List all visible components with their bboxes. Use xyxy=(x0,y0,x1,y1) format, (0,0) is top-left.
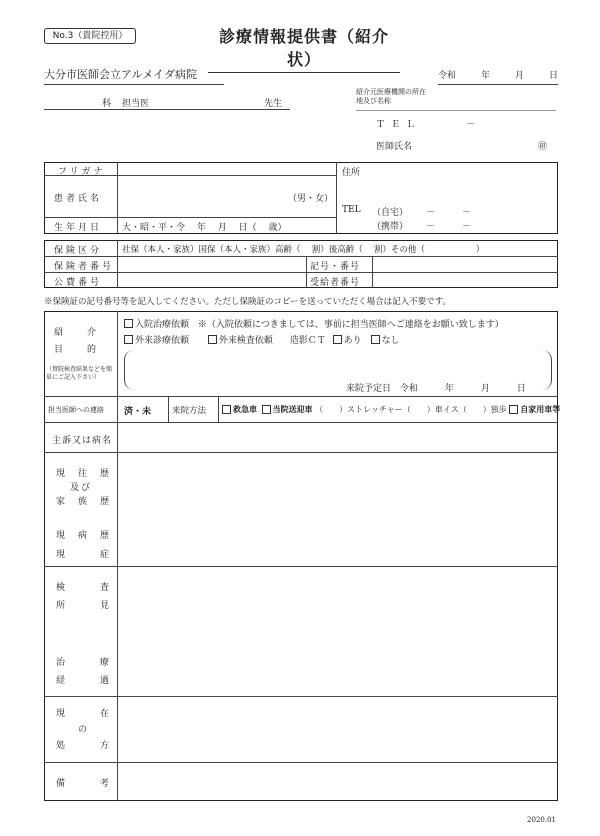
history-field[interactable] xyxy=(120,454,556,565)
shuttle-checkbox[interactable] xyxy=(262,405,271,414)
private-car-checkbox[interactable] xyxy=(509,405,518,414)
prescription-label-3: 処 方 xyxy=(56,741,112,751)
exam-label-1: 検 査 xyxy=(56,583,112,593)
source-institution-label: 紹介元医療機関の所在地及び名称 xyxy=(356,88,426,105)
version-label: 2020.01 xyxy=(527,816,556,824)
visit-date-field[interactable]: 来院予定日 令和 年 月 日 xyxy=(346,384,526,394)
purpose-label-1: 紹 介 xyxy=(54,328,99,338)
insurer-number-label: 保険者番号 xyxy=(54,262,115,272)
insurance-type-field[interactable]: 社保（本人・家族）国保（本人・家族）高齢（ 割）後高齢（ 割）その他（ ） xyxy=(122,245,485,255)
insurance-type-label: 保険区分 xyxy=(54,246,103,256)
document-number: No.3（貴院控用） xyxy=(44,28,136,44)
birthdate-label: 生年月日 xyxy=(54,223,103,233)
present-illness-label: 現 病 歴 xyxy=(56,531,112,541)
mobile-label: （携帯） xyxy=(372,222,409,232)
patient-name-label: 患者氏名 xyxy=(54,194,103,204)
remarks-label: 備 考 xyxy=(56,779,112,789)
purpose-hint: （貴院検査結果などを簡単にご記入下さい） xyxy=(46,366,113,381)
recipient-number-label: 受給者番号 xyxy=(310,278,361,288)
inpatient-checkbox[interactable] xyxy=(124,319,133,328)
source-tel-label: ＴＥＬ xyxy=(376,120,422,130)
outpatient-options[interactable]: 外来診療依頼 外来検査依頼 造影ＣＴ あり なし xyxy=(124,333,400,346)
seal-mark: ㊞ xyxy=(538,142,548,152)
inpatient-option[interactable]: 入院治療依頼 ※（入院依頼につきましては、事前に担当医師へご連絡をお願い致します） xyxy=(124,317,504,330)
birthdate-field[interactable]: 大・昭・平・令 年 月 日（ 歳） xyxy=(122,223,287,233)
exam-treatment-field[interactable] xyxy=(120,568,556,695)
hospital-name: 大分市医師会立アルメイダ病院 xyxy=(44,66,224,85)
history-label-2: 及び xyxy=(70,483,93,493)
history-label-1: 現 往 歴 xyxy=(56,469,112,479)
arrival-method-label: 来院方法 xyxy=(172,406,207,416)
ct-yes-checkbox[interactable] xyxy=(333,335,342,344)
ct-no-checkbox[interactable] xyxy=(371,335,380,344)
purpose-label-2: 目 的 xyxy=(54,345,99,355)
ambulance-checkbox[interactable] xyxy=(222,405,231,414)
home-label: （自宅） xyxy=(372,208,409,218)
exam-checkbox[interactable] xyxy=(208,335,217,344)
doctor-name-label: 医師氏名 xyxy=(376,142,413,152)
address-label: 住所 xyxy=(342,168,361,178)
furigana-label: フリガナ xyxy=(58,167,106,177)
treatment-label-2: 経 過 xyxy=(56,676,112,686)
chief-complaint-field[interactable] xyxy=(120,424,556,451)
insurance-note: ※保険証の記号番号等を記入してください。ただし保険証のコピーを送っていただく場合は記入不要です。 xyxy=(44,297,451,307)
department-doctor-line[interactable]: 科 担当医 先生 xyxy=(44,96,290,110)
contact-status-field[interactable]: 済・未 xyxy=(124,407,152,417)
history-label-3: 家 族 歴 xyxy=(56,497,112,507)
remarks-field[interactable] xyxy=(120,764,556,800)
home-tel-field[interactable]: － － xyxy=(426,208,472,218)
treatment-label-1: 治 療 xyxy=(56,658,112,668)
patient-tel-label: TEL xyxy=(342,205,361,215)
prescription-field[interactable] xyxy=(120,698,556,761)
source-institution-field[interactable] xyxy=(356,110,556,111)
sex-field[interactable]: （男・女） xyxy=(288,194,334,204)
contact-label: 担当医師への連絡 xyxy=(48,406,104,414)
mobile-tel-field[interactable]: － － xyxy=(426,222,472,232)
symbol-number-label: 記号・番号 xyxy=(310,262,361,272)
exam-label-2: 所 見 xyxy=(56,601,112,611)
public-number-label: 公費番号 xyxy=(54,278,103,288)
prescription-label-2: の xyxy=(78,725,90,735)
issue-date[interactable]: 令和 年 月 日 xyxy=(438,68,558,85)
prescription-label-1: 現 在 xyxy=(56,709,112,719)
chief-complaint-label: 主訴又は病名 xyxy=(52,436,113,446)
source-tel-field[interactable]: － xyxy=(466,120,476,130)
page-title: 診療情報提供書（紹介状） xyxy=(208,24,400,73)
current-symptoms-label: 現 症 xyxy=(56,550,112,560)
outpatient-checkbox[interactable] xyxy=(124,335,133,344)
arrival-method-options[interactable]: 救急車 当院送迎車 （ ）ストレッチャー（ ）車イス（ ）独歩 自家用車等 xyxy=(222,404,560,415)
